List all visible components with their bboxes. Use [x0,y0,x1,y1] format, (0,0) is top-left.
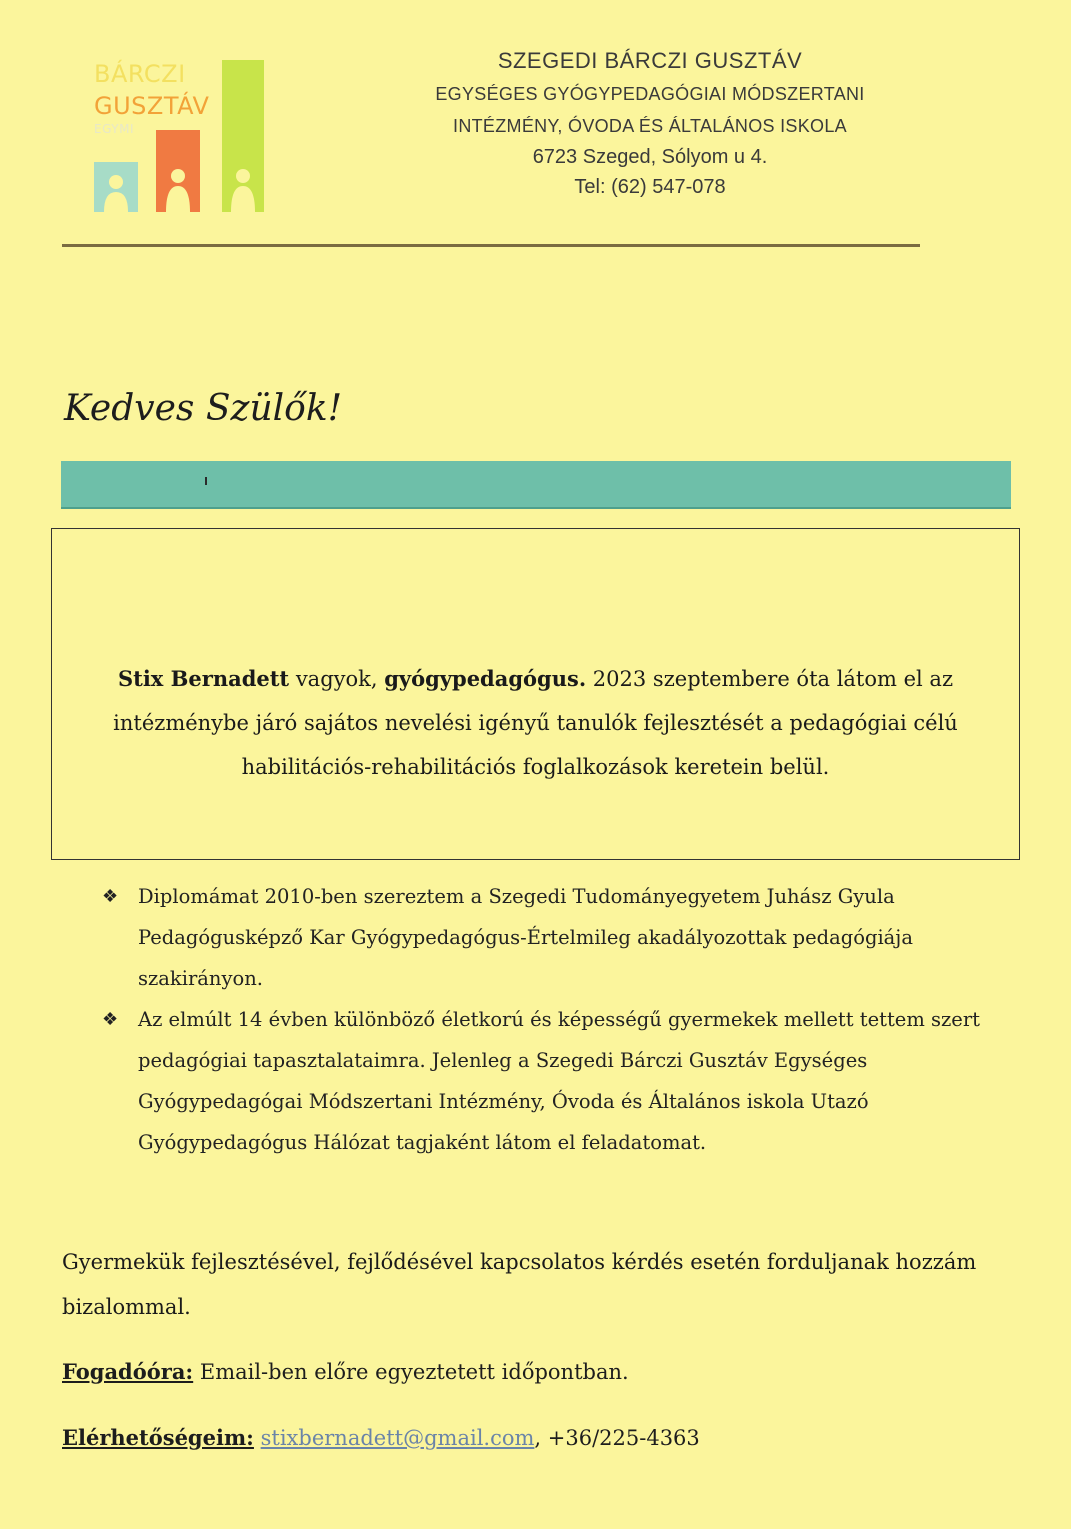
closing-paragraph: Gyermekük fejlesztésével, fejlődésével kapcsolatos kérdés esetén forduljanak hozzám bizalommal. [62,1250,977,1319]
teacher-role: gyógypedagógus. [384,666,587,691]
contact-info [62,1418,700,1458]
list-item [100,999,1020,1163]
bullet-text: Diplomámat 2010-ben szereztem a Szegedi Tudományegyetem Juhász Gyula Pedagógusképző Kar Gyógypedagógus-Értelmileg akadályozottak pedagógiája szakirányon. [138,885,913,990]
contact-separator: , [534,1426,548,1450]
reception-label: Fogadóóra: [62,1359,194,1384]
intro-paragraph [52,657,1019,789]
reception-text: Email-ben előre egyeztetett időpontban. [193,1360,629,1384]
diamond-bullet-icon: ❖ [102,1009,119,1030]
institution-address: 6723 Szeged, Sólyom u 4. [532,146,768,168]
institution-header [390,44,910,202]
teacher-name: Stix Bernadett [117,666,290,691]
intro-text-2: 2023 szeptembere óta látom el az intézménybe járó sajátos nevelési igényű tanulók fejlesztését a pedagógiai célú habilitációs-rehabilitációs foglalkozások keretein belül. [113,667,958,779]
intro-box [51,528,1020,860]
logo-text-gusztav: GUSZTÁV [94,92,210,120]
greeting-title: Kedves Szülők! [64,388,343,429]
institution-name-line3: INTÉZMÉNY, ÓVODA ÉS ÁLTALÁNOS ISKOLA [453,116,847,136]
email-link[interactable]: stixbernadett@gmail.com [260,1426,535,1450]
list-item [100,876,1020,999]
institution-name-line1: SZEGEDI BÁRCZI GUSZTÁV [497,48,803,73]
intro-text-1: vagyok, [289,667,385,691]
diamond-bullet-icon: ❖ [102,886,119,907]
bullet-list [100,876,1020,1163]
band-mark [205,477,207,485]
school-logo [92,58,272,216]
institution-name-line2: EGYSÉGES GYÓGYPEDAGÓGIAI MÓDSZERTANI [435,84,865,104]
institution-phone: Tel: (62) 547-078 [574,176,726,198]
contact-label: Elérhetőségeim: [62,1425,254,1450]
header-divider [62,244,920,247]
logo-text-egymi: EGYMI [94,122,135,136]
contact-phone: +36/225-4363 [547,1426,700,1450]
reception-hours [62,1352,629,1392]
bullet-text: Az elmúlt 14 évben különböző életkorú és képességű gyermekek mellett tettem szert pedagógiai tapasztalataimra. Jelenleg a Szegedi Bárczi Gusztáv Egységes Gyógypedagógai Módszertani Intézmény, Óvoda és Általános iskola Utazó Gyógypedagógus Hálózat tagjaként látom el feladatomat. [138,1008,980,1154]
decorative-band [61,461,1011,509]
logo-text-barczi: BÁRCZI [94,60,186,88]
